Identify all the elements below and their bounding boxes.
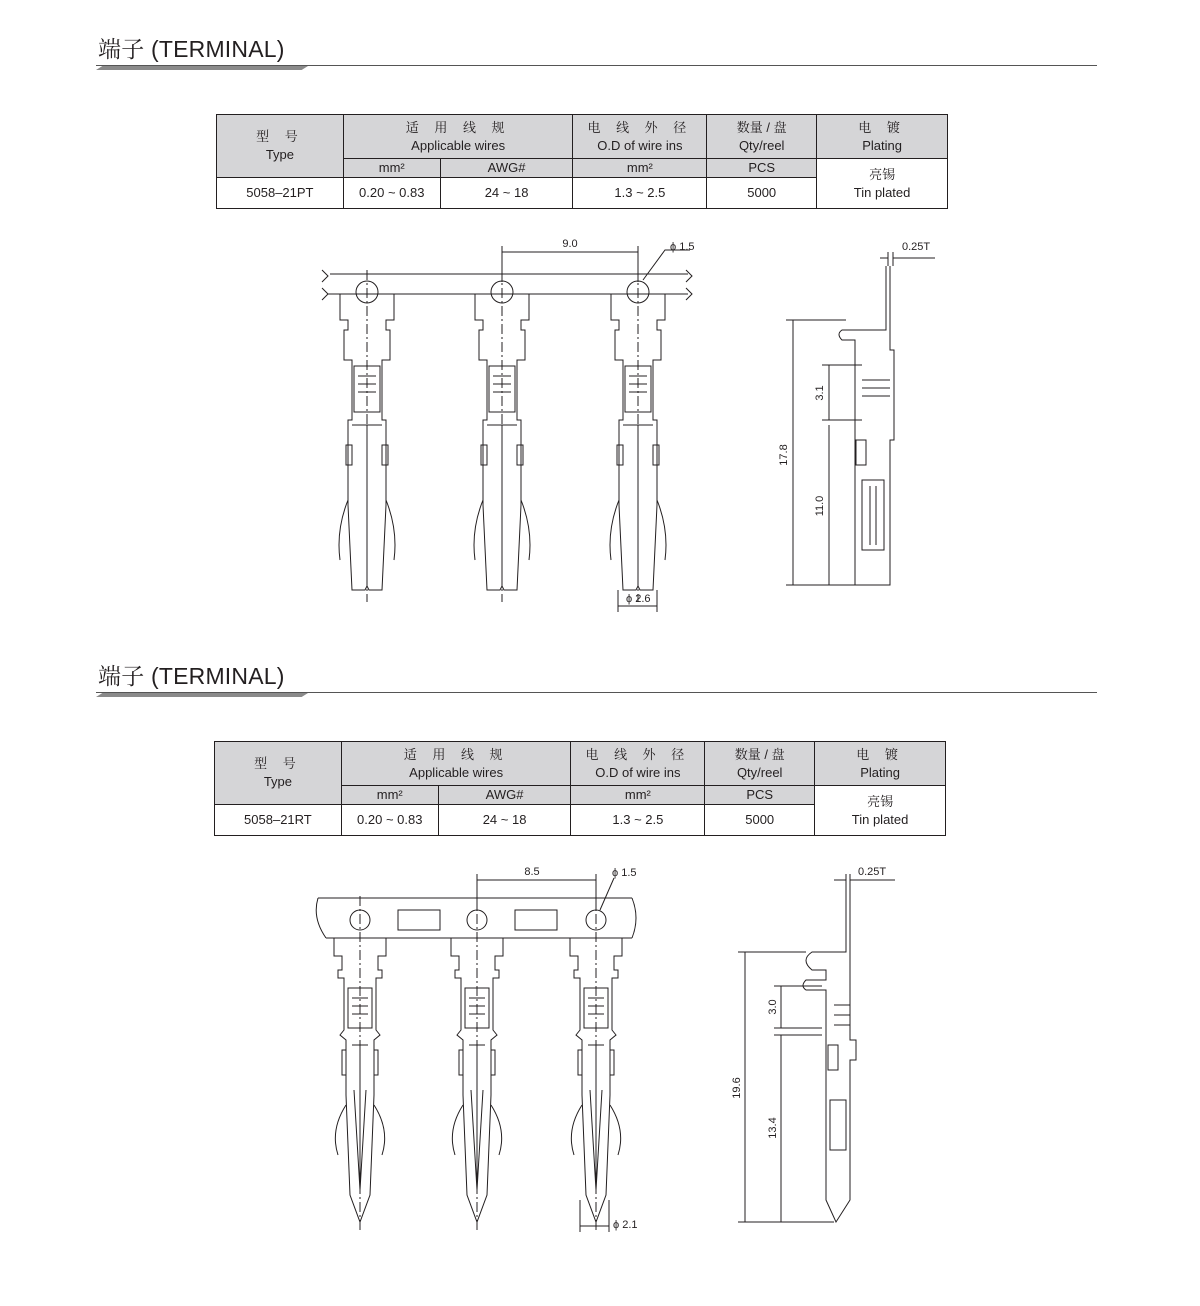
title-underline-accent <box>96 693 308 697</box>
title-underline <box>96 65 1097 66</box>
dim-total: 19.6 <box>731 1077 743 1099</box>
mm2-value: 0.20 ~ 0.83 <box>343 178 440 209</box>
od-value: 1.3 ~ 2.5 <box>571 805 705 836</box>
col-od-header: 电 线 外 径 O.D of wire ins <box>571 742 705 786</box>
unit-awg: AWG# <box>440 159 573 178</box>
unit-awg: AWG# <box>438 786 571 805</box>
plating-value: 亮锡 Tin plated <box>817 159 948 209</box>
unit-pcs: PCS <box>707 159 817 178</box>
section-title: 端子 (TERMINAL) <box>98 663 285 689</box>
dim-height-b: 13.4 <box>767 1117 779 1139</box>
spec-table <box>216 114 948 209</box>
unit-od: mm² <box>573 159 707 178</box>
dim-hole: ϕ 1.5 <box>612 867 637 879</box>
title-underline <box>96 692 1097 693</box>
dim-pitch: 9.0 <box>562 238 578 250</box>
title-underline-accent <box>96 66 308 70</box>
unit-mm2: mm² <box>341 786 438 805</box>
terminal-strip-drawing <box>0 230 1200 630</box>
col-plating-header: 电 镀 Plating <box>817 115 948 159</box>
window-slot <box>398 910 440 930</box>
col-plating-header: 电 镀 Plating <box>815 742 946 786</box>
unit-od: mm² <box>571 786 705 805</box>
terminal-side-view <box>786 252 935 585</box>
dim-total: 17.8 <box>778 444 790 466</box>
col-od-header: 电 线 外 径 O.D of wire ins <box>573 115 707 159</box>
mm2-value: 0.20 ~ 0.83 <box>341 805 438 836</box>
unit-mm2: mm² <box>343 159 440 178</box>
dim-height-b: 11.0 <box>814 495 826 517</box>
dim-thickness: 0.25T <box>902 241 931 253</box>
col-qty-header: 数量 / 盘 Qty/reel <box>705 742 815 786</box>
awg-value: 24 ~ 18 <box>438 805 571 836</box>
dim-height-a: 3.1 <box>814 385 826 401</box>
section-title: 端子 (TERMINAL) <box>98 36 285 62</box>
col-type-header: 型 号 Type <box>215 742 342 805</box>
type-value: 5058–21RT <box>215 805 342 836</box>
window-slot <box>515 910 557 930</box>
dim-hole: ϕ 1.5 <box>670 241 695 253</box>
awg-value: 24 ~ 18 <box>440 178 573 209</box>
col-type-header: 型 号 Type <box>217 115 344 178</box>
dim-height-a: 3.0 <box>767 999 779 1015</box>
qty-value: 5000 <box>707 178 817 209</box>
unit-pcs: PCS <box>705 786 815 805</box>
col-qty-header: 数量 / 盘 Qty/reel <box>707 115 817 159</box>
terminal-side-view <box>738 874 895 1222</box>
spec-table <box>214 741 946 836</box>
terminal-strip-drawing <box>0 860 1200 1260</box>
type-value: 5058–21PT <box>217 178 344 209</box>
od-value: 1.3 ~ 2.5 <box>573 178 707 209</box>
dim-thickness: 0.25T <box>858 866 887 878</box>
qty-value: 5000 <box>705 805 815 836</box>
plating-value: 亮锡 Tin plated <box>815 786 946 836</box>
col-wires-header: 适 用 线 规 Applicable wires <box>341 742 571 786</box>
dim-pitch: 8.5 <box>524 866 540 878</box>
col-wires-header: 适 用 线 规 Applicable wires <box>343 115 573 159</box>
dim-width: ϕ 2.6 <box>626 593 651 605</box>
dim-width: ϕ 2.1 <box>613 1219 638 1231</box>
